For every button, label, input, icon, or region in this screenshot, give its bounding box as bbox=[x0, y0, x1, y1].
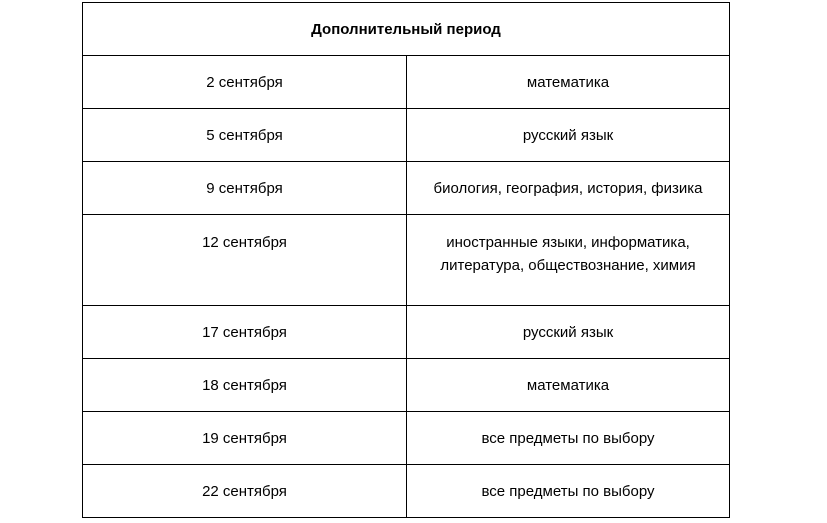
subject-cell: иностранные языки, информатика, литература, обществознание, химия bbox=[407, 215, 730, 306]
date-cell: 17 сентября bbox=[83, 306, 407, 359]
table-row bbox=[83, 306, 730, 359]
table-row bbox=[83, 162, 730, 215]
table-row bbox=[83, 56, 730, 109]
subject-cell: математика bbox=[407, 56, 730, 109]
table-row bbox=[83, 215, 730, 306]
table-row bbox=[83, 465, 730, 518]
table-title: Дополнительный период bbox=[83, 3, 730, 56]
exam-schedule-table bbox=[82, 2, 730, 518]
subject-cell: биология, география, история, физика bbox=[407, 162, 730, 215]
date-cell: 22 сентября bbox=[83, 465, 407, 518]
subject-cell: математика bbox=[407, 359, 730, 412]
date-cell: 12 сентября bbox=[83, 215, 407, 306]
date-cell: 2 сентября bbox=[83, 56, 407, 109]
table-row bbox=[83, 109, 730, 162]
date-cell: 18 сентября bbox=[83, 359, 407, 412]
date-cell: 5 сентября bbox=[83, 109, 407, 162]
subject-cell: все предметы по выбору bbox=[407, 465, 730, 518]
table-title-row bbox=[83, 3, 730, 56]
subject-cell: все предметы по выбору bbox=[407, 412, 730, 465]
date-cell: 19 сентября bbox=[83, 412, 407, 465]
subject-cell: русский язык bbox=[407, 306, 730, 359]
subject-cell: русский язык bbox=[407, 109, 730, 162]
date-cell: 9 сентября bbox=[83, 162, 407, 215]
table-row bbox=[83, 412, 730, 465]
table-row bbox=[83, 359, 730, 412]
